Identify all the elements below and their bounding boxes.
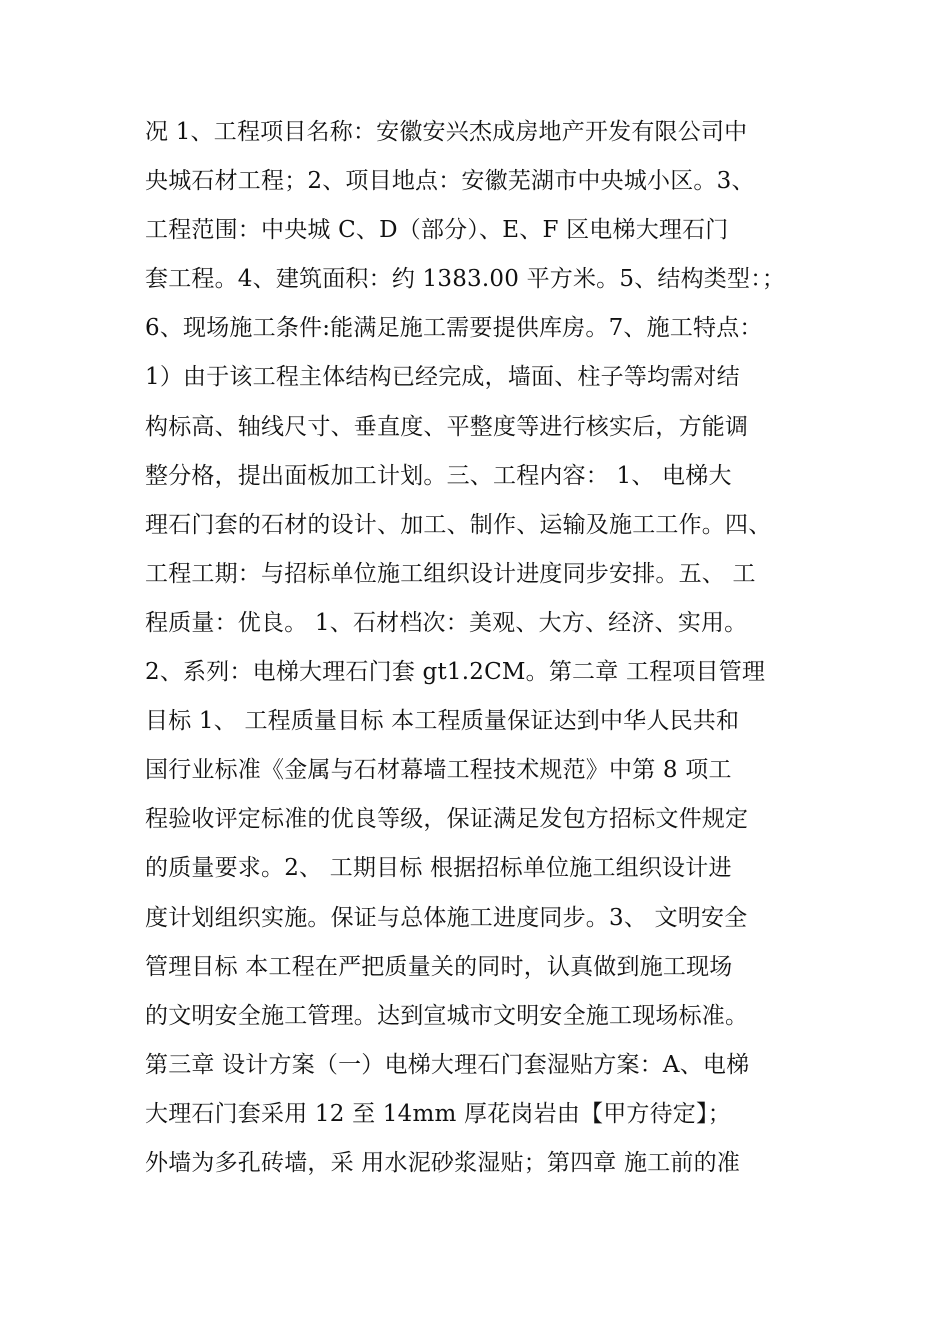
body-text xyxy=(145,108,810,1188)
text-line: 工程范围：中央城 C、D（部分）、E、F 区电梯大理石门 xyxy=(145,217,729,244)
text-line: 第三章 设计方案（一）电梯大理石门套湿贴方案：A、电梯 xyxy=(145,1051,750,1078)
text-line: 度计划组织实施。保证与总体施工进度同步。3、 文明安全 xyxy=(145,904,748,931)
text-line: 工程工期：与招标单位施工组织设计进度同步安排。五、 工 xyxy=(145,560,756,587)
text-line: 2、系列：电梯大理石门套 gt1.2CM。第二章 工程项目管理 xyxy=(145,659,766,686)
text-line: 目标 1、 工程质量目标 本工程质量保证达到中华人民共和 xyxy=(145,708,740,735)
text-line: 国行业标准《金属与石材幕墙工程技术规范》中第 8 项工 xyxy=(145,757,732,784)
text-line: 1）由于该工程主体结构已经完成，墙面、柱子等均需对结 xyxy=(145,364,740,391)
text-line: 的文明安全施工管理。达到宣城市文明安全施工现场标准。 xyxy=(145,1002,749,1029)
text-line: 管理目标 本工程在严把质量关的同时，认真做到施工现场 xyxy=(145,953,733,980)
text-line: 程质量：优良。 1、石材档次：美观、大方、经济、实用。 xyxy=(145,609,748,636)
text-line: 大理石门套采用 12 至 14mm 厚花岗岩由【甲方待定】； xyxy=(145,1100,731,1127)
text-line: 套工程。4、建筑面积：约 1383.00 平方米。5、结构类型：； xyxy=(145,266,786,293)
text-line: 理石门套的石材的设计、加工、制作、运输及施工工作。四、 xyxy=(145,511,772,538)
text-line: 况 1、工程项目名称：安徽安兴杰成房地产开发有限公司中 xyxy=(145,119,748,145)
text-line: 外墙为多孔砖墙，采 用水泥砂浆湿贴；第四章 施工前的准 xyxy=(145,1149,741,1176)
text-line: 央城石材工程；2、项目地点：安徽芜湖市中央城小区。3、 xyxy=(145,168,755,195)
text-line: 构标高、轴线尺寸、垂直度、平整度等进行核实后，方能调 xyxy=(145,413,749,440)
text-line: 整分格，提出面板加工计划。三、工程内容： 1、 电梯大 xyxy=(145,462,732,489)
text-line: 的质量要求。2、 工期目标 根据招标单位施工组织设计进 xyxy=(145,855,732,882)
text-line: 6、现场施工条件:能满足施工需要提供库房。7、施工特点： xyxy=(145,315,763,342)
text-line: 程验收评定标准的优良等级，保证满足发包方招标文件规定 xyxy=(145,806,749,833)
